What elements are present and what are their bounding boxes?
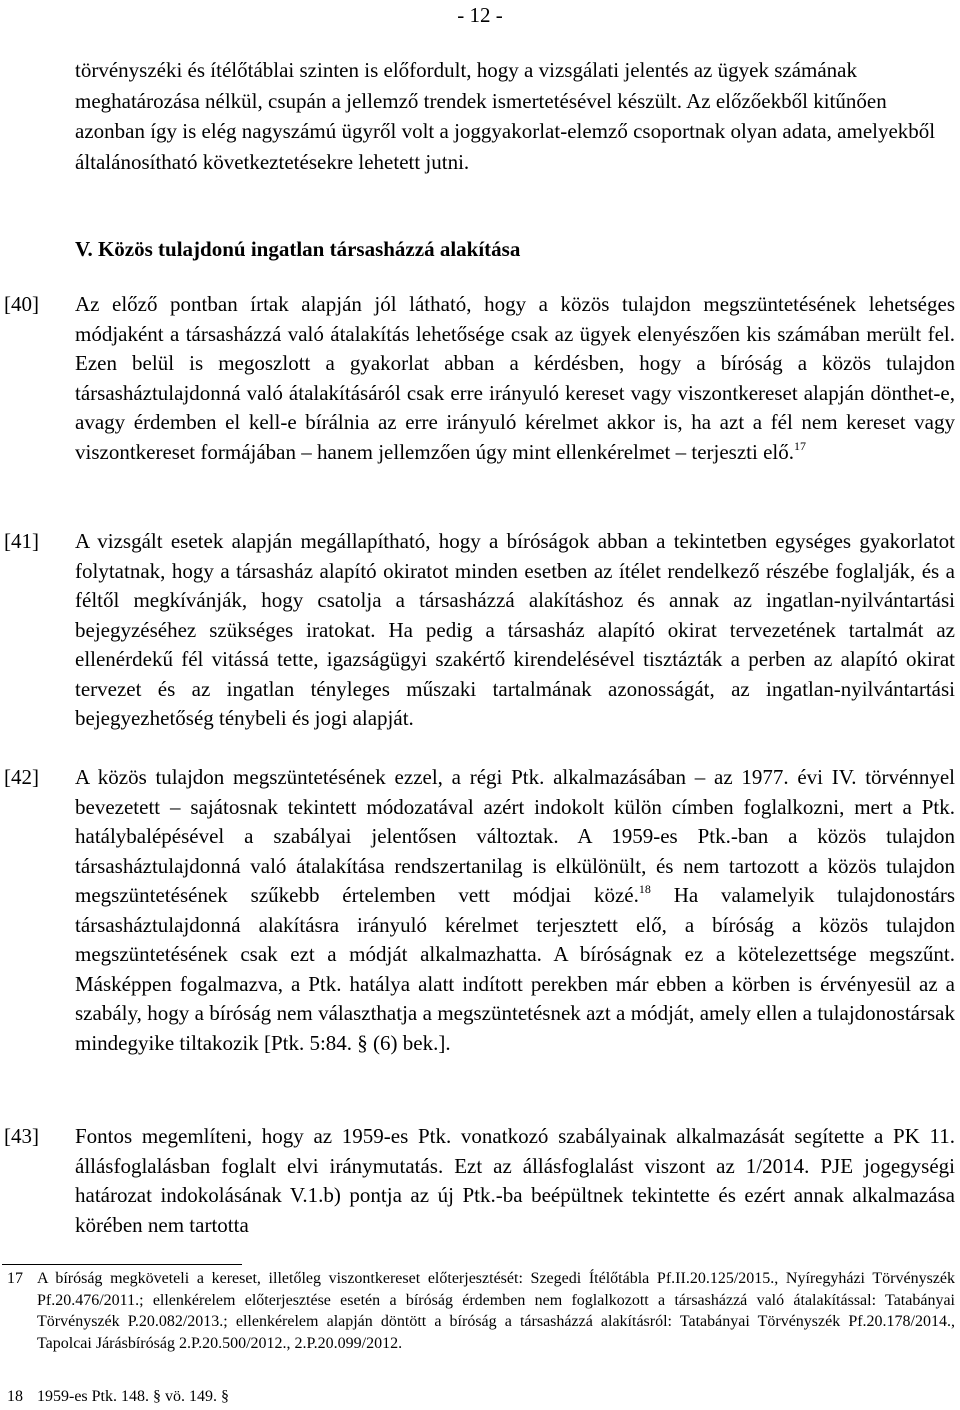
intro-paragraph: törvényszéki és ítélőtáblai szinten is előfordult, hogy a vizsgálati jelentés az ügyek számának meghatározása nélkül, csupán a jellemző trendek ismertetésével készült. Az előzőekből kitűnően azonban így is elég nagyszámú ügyről volt a joggyakorlat-elemző csoportnak olyan adata, amelyekből általánosítható következtetésekre lehetett jutni. — [75, 58, 936, 174]
footnote-ref-17[interactable]: 17 — [793, 438, 806, 453]
paragraph-number: [41] — [4, 529, 39, 553]
section-heading: V. Közös tulajdonú ingatlan társasházzá alakítása — [75, 237, 521, 261]
paragraph-number: [40] — [4, 292, 39, 316]
paragraph-40 — [0, 290, 955, 467]
paragraph-42 — [0, 763, 955, 1058]
page-number: - 12 - — [457, 3, 503, 27]
footnote-text: 1959-es Ptk. 148. § vö. 149. § — [37, 1388, 229, 1405]
footnote-text: A bíróság megköveteli a kereset, illetőleg viszontkereset előterjesztését: Szegedi Ítélőtábla Pf.II.20.125/2015., Nyíregyházi Törvényszék Pf.20.476/2011.; ellenkérelem előterjesztése esetén a bíróság érdemben nem foglalkozott a társasházzá való átalakítással: Tatabányai Törvényszék P.20.082/2013.; ellenkérelem alapján döntött a bíróság a társasházzá alakításról: Tatabányai Törvényszék Pf.20.178/2014., Tapolcai Járásbíróság 2.P.20.500/2012., 2.P.20.099/2012. — [37, 1270, 955, 1352]
paragraph-text-continued: Ha valamelyik tulajdonostárs társasháztulajdonná alakításra irányuló kérelmet terjesztett elő, a bíróság a közös tulajdon megszüntetésének csak ezt a módját alkalmazhatta. A bíróságnak ez a kötelezettsége megszűnt. Másképpen fogalmazva, a Ptk. hatálya alatt indított perekben már ebben a körben is érvényesül az a szabály, hogy a bíróság nem választhatja a megszüntetésnek azt a módját, amely ellen a tulajdonostársak mindegyike tiltakozik [Ptk. 5:84. § (6) bek.]. — [75, 883, 956, 1055]
paragraph-number: [42] — [4, 765, 39, 789]
paragraph-43 — [0, 1122, 955, 1240]
paragraph-text-main: Az előző pontban írtak alapján jól látható, hogy a közös tulajdon megszüntetésének lehetséges módjaként a társasházzá való átalakítás lehetősége csak az ügyek elenyészően kis számában merült fel. Ezen belül is megoszlott a gyakorlat abban a kérdésben, hogy a bíróság a közös tulajdon társasháztulajdonná való átalakításáról csak erre irányuló kereset vagy viszontkereset alapján dönthet-e, avagy érdemben el kell-e bírálnia az erre irányuló kérelmet akkor is, ha azt a fél nem kereset vagy viszontkereset formájában – hanem jellemzően úgy mint ellenkérelmet – terjeszti elő. — [75, 292, 955, 464]
footnote-number: 17 — [7, 1270, 23, 1287]
footnote-ref-18[interactable]: 18 — [638, 882, 651, 896]
footnote-number: 18 — [7, 1388, 23, 1405]
paragraph-text — [75, 763, 955, 1058]
paragraph-text: Fontos megemlíteni, hogy az 1959-es Ptk. vonatkozó szabályainak alkalmazását segítette a PK 11. állásfoglalásban foglalt elvi iránymutatás. Ezt az állásfoglalást viszont az 1/2014. PJE jogegységi határozat indokolásának V.1.b) pontja az új Ptk.-ba beépültnek tekintette és ezért annak alkalmazása körében nem tartotta — [75, 1124, 955, 1237]
paragraph-text-main: A közös tulajdon megszüntetésének ezzel, a régi Ptk. alkalmazásában – az 1977. évi IV. törvénnyel bevezetett – sajátosnak tekintett módozatával azért indokolt külön címben foglalkozni, mert a Ptk. hatálybalépésével a szabályai jelentősen változtak. A 1959-es Ptk.-ban a közös tulajdon társasháztulajdonná való átalakítása rendszertanilag is elkülönült, és nem tartozott a közös tulajdon megszüntetésének szűkebb értelemben vett módjai közé. — [75, 765, 955, 907]
footnote-18 — [0, 1386, 958, 1408]
footnote-separator — [2, 1264, 242, 1265]
paragraph-number: [43] — [4, 1124, 39, 1148]
footnote-17 — [0, 1268, 958, 1354]
paragraph-text — [75, 290, 955, 467]
paragraph-41 — [0, 527, 955, 734]
paragraph-text: A vizsgált esetek alapján megállapítható, hogy a bíróságok abban a tekintetben egységes gyakorlatot folytatnak, hogy a társasház alapító okiratot minden esetben az ítélet rendelkező részébe foglalják, és a féltől megkívánják, hogy csatolja a társasházzá alakításhoz és annak az ingatlan-nyilvántartási bejegyzéséhez szükséges iratokat. Ha pedig a társasház alapító okirat tervezetének tartalmát az ellenérdekű fél vitássá tette, igazságügyi szakértő kirendelésével tisztázták a perben az alapító okirat tervezet és az ingatlan tényleges műszaki tartalmának azonosságát, az ingatlan-nyilvántartási bejegyezhetőség ténybeli és jogi alapját. — [75, 529, 955, 730]
